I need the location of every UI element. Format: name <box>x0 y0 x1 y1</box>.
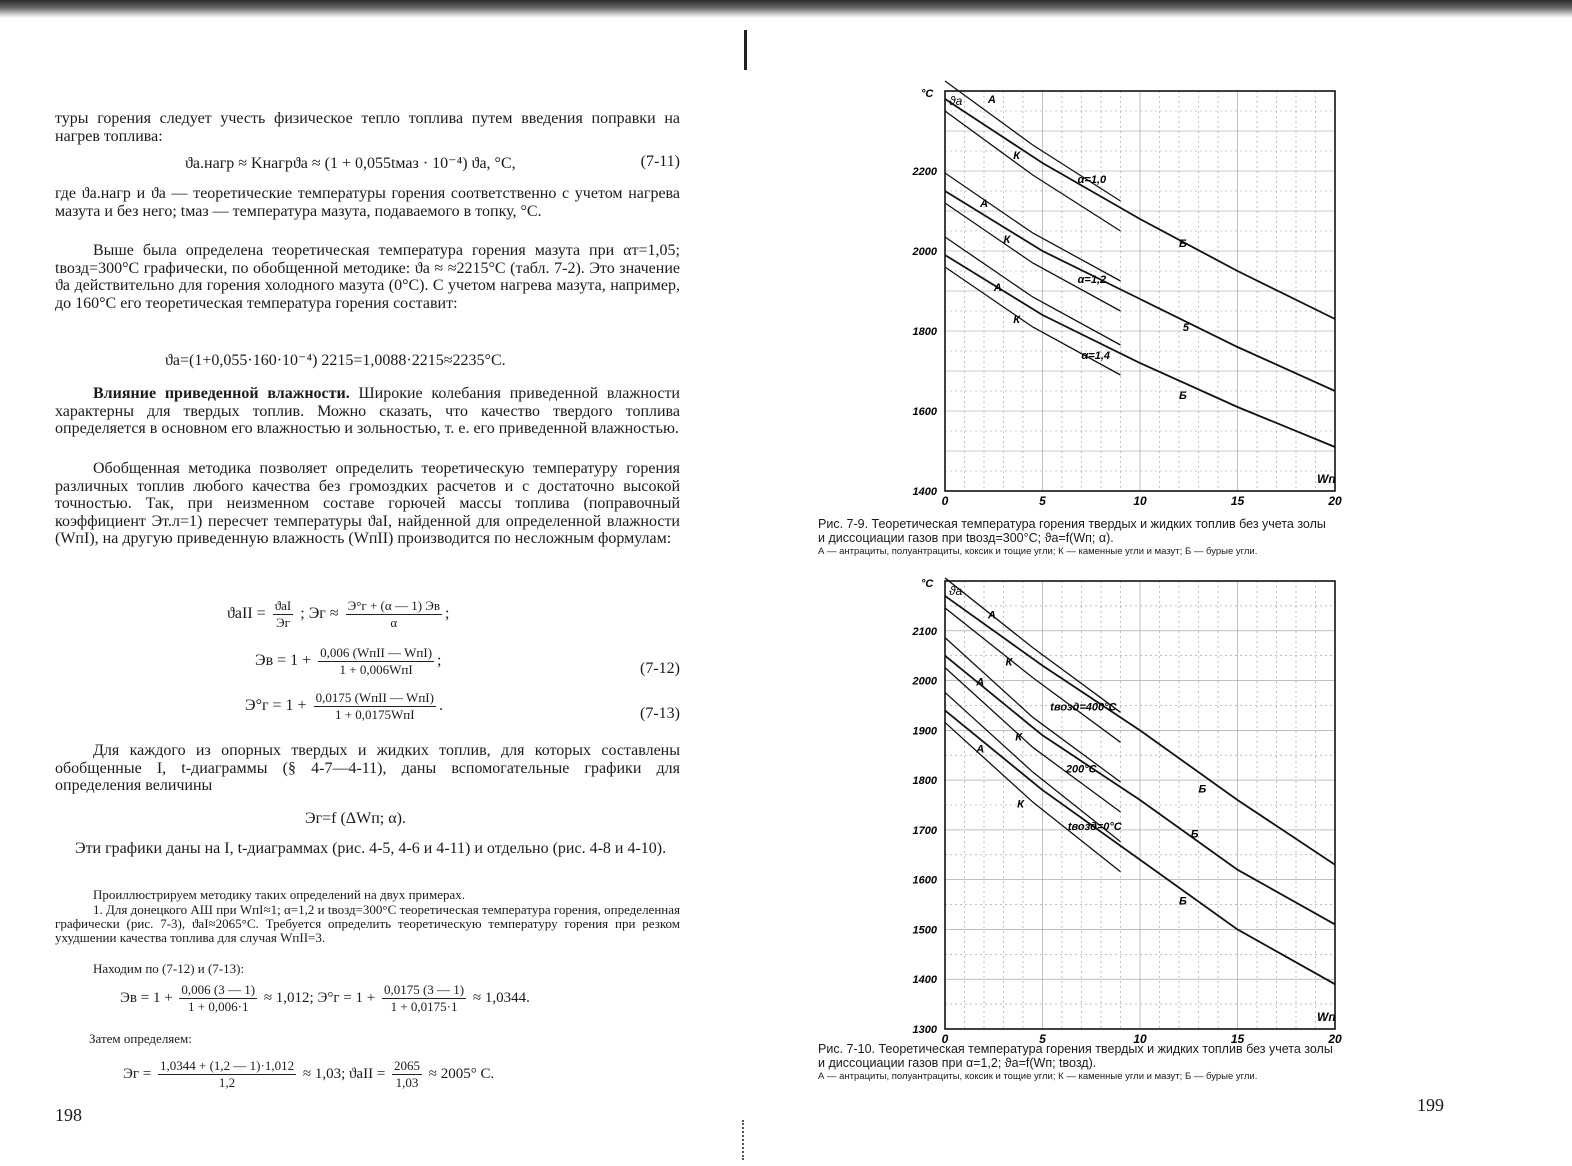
curve-label: А <box>993 282 1002 294</box>
ex2-a-num: 1,0344 + (1,2 — 1)·1,012 <box>160 1058 295 1073</box>
y-tick-label: 1400 <box>912 486 937 498</box>
x-tick-label: 15 <box>1230 494 1245 508</box>
figure-7-9-caption <box>818 517 1458 559</box>
curve-label: tвозд=0°C <box>1067 820 1122 833</box>
eq-d-left: Э°г = 1 + <box>245 697 307 715</box>
series-k-line-1 <box>945 203 1121 311</box>
y-tick-label: 1400 <box>912 974 937 987</box>
book-gutter-bottom <box>742 1120 746 1160</box>
curve-label: Б <box>1198 783 1207 796</box>
curve-label: α=1,0 <box>1077 174 1107 186</box>
fig9-caption-legend: А — антрациты, полуантрациты, коксик и тощие угли; К — каменные угли и мазут; Б — бурые угли. <box>818 546 1258 557</box>
example-equation-1 <box>120 982 530 1015</box>
example-equation-2 <box>123 1058 494 1091</box>
x-tick-label: 0 <box>941 494 949 508</box>
curve-label: К <box>1013 314 1021 326</box>
curve-label: α=1,2 <box>1077 274 1107 286</box>
small-paragraph-2: 1. Для донецкого АШ при WпI≈1; α=1,2 и tвозд=300°C теоретическая температура горения, определенная графически (рис. 7-3), ϑаI≈2065°C. Требуется определить теоретическую температуру горения при резком ухудшении качества топлива для случая WпII=3. <box>55 902 680 945</box>
curve-label: Б <box>1179 238 1187 250</box>
theta-label: ϑа <box>949 94 963 108</box>
y-tick-label: 1900 <box>912 725 937 738</box>
equation-7-12: Эв = 1 + $\frac{\text{0,006 (WпII — WпI)}}{\text{1 + 0,006WпI}}$ ; <box>255 645 442 677</box>
eq-d-den: 1 + 0,0175WпI <box>334 707 415 722</box>
curve-label: tвозд=400°C <box>1050 701 1117 714</box>
paragraph-6: Для каждого из опорных твердых и жидких топлив, для которых составлены обобщенные I, t-диаграммы (§ 4-7—4-11), даны вспомогательные графики для определения величины <box>55 742 680 795</box>
curve-label: Б <box>1179 895 1187 908</box>
eq-b-den: α <box>390 615 398 630</box>
y-tick-label: 2000 <box>912 246 937 258</box>
x-tick-label: 20 <box>1328 1032 1342 1046</box>
ex2-b-fraction <box>392 1058 422 1091</box>
eq-b-fraction <box>346 598 442 631</box>
page-number-right: 199 <box>1417 1095 1444 1115</box>
y-tick-label: 1800 <box>912 326 937 338</box>
equation-calc: ϑа=(1+0,055·160·10⁻⁴) 2215=1,0088·2215≈2235°C. <box>165 352 506 369</box>
ex2-a-den: 1,2 <box>218 1075 236 1090</box>
ex2-a-fraction <box>158 1058 296 1091</box>
curve-label: К <box>1017 798 1024 811</box>
y-tick-label: 2000 <box>912 675 937 688</box>
y-tick-label: 1600 <box>912 874 937 887</box>
small-paragraph-3: Находим по (7-12) и (7-13): <box>93 961 245 976</box>
x-tick-label: 10 <box>1133 494 1147 508</box>
small-paragraph-4: Затем определяем: <box>89 1031 192 1046</box>
ex2-b: ≈ 1,03; ϑаII = <box>302 1065 386 1082</box>
theta-label: ϑа <box>949 584 963 598</box>
curve-label: А <box>976 676 985 689</box>
series-k-line-2 <box>945 722 1121 871</box>
ex2-a: Эг = <box>123 1065 152 1082</box>
eq-b-left: ; Эг ≈ <box>300 605 339 623</box>
curve-label: А <box>980 198 989 210</box>
curve-label: α=1,4 <box>1081 350 1111 362</box>
page-number-left: 198 <box>55 1105 82 1125</box>
eq-c-fraction <box>318 645 434 678</box>
fig10-caption-legend: А — антрациты, полуантрациты, коксик и тощие угли; К — каменные угли и мазут; Б — бурые угли. <box>818 1071 1258 1082</box>
equation-7-12-number: (7-12) <box>640 660 680 677</box>
fig10-caption-line1: Рис. 7-10. Теоретическая температура горения твердых и жидких топлив без учета золы <box>818 1042 1333 1056</box>
paragraph-4-text: Широкие колебания приведенной влажности характерны для твердых топлив. Можно сказать, что качество твердого топлива определяется в основном его влажностью и зольностью, т. е. его приведенной влажностью. <box>55 385 680 438</box>
ex1-b: ≈ 1,012; Э°г = 1 + <box>263 989 376 1006</box>
curve-label: К <box>1013 150 1021 162</box>
fig9-caption-line2: и диссоциации газов при tвозд=300°C; ϑа=f(Wп; α). <box>818 531 1114 545</box>
equation-theta: ϑаII = $\frac{\text{ϑаI}}{Эг}$ ; Эг ≈ $\frac{Э^\circ г + (\alpha — 1) Эв}{\alpha}$ ; <box>227 598 450 630</box>
small-paragraph-1: Проиллюстрируем методику таких определений на двух примерах. <box>93 887 466 902</box>
y-tick-label: 1600 <box>912 406 937 418</box>
curve-label: Б <box>1190 828 1199 841</box>
y-tick-label: 1800 <box>912 775 937 788</box>
equation-7-11: ϑа.нагр ≈ Kнагрϑа ≈ (1 + 0,055tмаз · 10⁻⁴) ϑа, °C, <box>185 155 516 172</box>
eq-c-num: 0,006 (WпII — WпI) <box>320 645 433 660</box>
y-unit-label: °C <box>921 578 934 590</box>
ex1-a-fraction <box>179 982 257 1015</box>
series-k-line-0 <box>945 608 1121 742</box>
fig9-caption-line1: Рис. 7-9. Теоретическая температура горения твердых и жидких топлив без учета золы <box>818 517 1326 531</box>
y-tick-label: 1700 <box>912 824 937 837</box>
y-tick-label: 2100 <box>912 625 937 638</box>
series-k-line-1 <box>945 668 1121 812</box>
curve-label: А <box>976 743 985 756</box>
y-tick-label: 1500 <box>912 924 937 937</box>
figure-7-10-caption <box>818 1042 1458 1084</box>
eq-c-left: Эв = 1 + <box>255 652 312 670</box>
eq-a-num: ϑаI <box>274 598 292 613</box>
eq-c-den: 1 + 0,006WпI <box>339 662 413 677</box>
ex2-c: ≈ 2005° C. <box>428 1065 495 1082</box>
series-a-line-1 <box>945 173 1121 281</box>
x-axis-label: Wп <box>1317 472 1336 486</box>
paragraph-3: Выше была определена теоретическая температура горения мазута при αт=1,05; tвозд=300°C графически, по обобщенной методике: ϑа ≈ ≈2215°C (табл. 7-2). Это значение ϑа действительно для горения холодного мазута (0°C). С учетом нагрева мазута, например, до 160°C его теоретическая температура горения составит: <box>55 242 680 312</box>
curve-label: А <box>987 94 996 106</box>
eq-a-fraction <box>273 598 294 631</box>
ex1-a-num: 0,006 (3 — 1) <box>181 982 256 997</box>
ex1-b-den: 1 + 0,0175·1 <box>390 999 458 1014</box>
paragraph-4 <box>55 385 680 438</box>
y-tick-label: 1300 <box>912 1024 937 1036</box>
equation-e: Эг=f (ΔWп; α). <box>305 810 406 827</box>
x-tick-label: 0 <box>941 1032 949 1046</box>
figure-7-9 <box>905 85 1465 508</box>
equation-7-13: Э°г = 1 + $\frac{\text{0,0175 (WпII — WпI)}}{\text{1 + 0,0175WпI}}$ . <box>245 690 443 722</box>
x-tick-label: 5 <box>1039 494 1046 508</box>
curve-label: К <box>1005 656 1013 669</box>
equation-7-11-number: (7-11) <box>640 153 680 170</box>
curve-label: К <box>1003 234 1011 246</box>
eq-a-left: ϑаII = <box>227 605 266 623</box>
figure-7-10 <box>905 575 1465 1046</box>
curve-label: 5 <box>1182 322 1190 334</box>
x-tick-label: 20 <box>1328 494 1342 508</box>
ex1-c: ≈ 1,0344. <box>472 989 530 1006</box>
ex1-a: Эв = 1 + <box>120 989 173 1006</box>
y-unit-label: °C <box>921 88 934 100</box>
book-gutter <box>744 30 747 70</box>
eq-d-num: 0,0175 (WпII — WпI) <box>315 690 434 705</box>
curve-label: К <box>1015 731 1022 744</box>
equation-7-13-number: (7-13) <box>640 705 680 722</box>
eq-a-den: Эг <box>276 615 290 630</box>
curve-label: Б <box>1179 390 1187 402</box>
ex2-b-den: 1,03 <box>395 1075 419 1090</box>
paragraph-2: где ϑа.нагр и ϑа — теоретические температуры горения соответственно с учетом нагрева мазута и без него; tмаз — температура мазута, подаваемого в топку, °C. <box>55 185 680 220</box>
paragraph-5: Обобщенная методика позволяет определить теоретическую температуру горения различных топлив любого качества без громоздких расчетов и с достаточно высокой точностью. Так, при неизменном составе горючей массы топлива (поправочный коэффициент Эт.л=1) пересчет температуры ϑаI, найденной для определенной влажности (WпI), на другую приведенную влажность (WпII) производится по несложным формулам: <box>55 460 680 548</box>
paragraph-1: туры горения следует учесть физическое тепло топлива путем введения поправки на нагрев топлива: <box>55 110 680 145</box>
ex1-b-fraction <box>382 982 466 1015</box>
scan-edge <box>0 0 1572 18</box>
section-heading: Влияние приведенной влажности. <box>93 385 350 402</box>
fig10-caption-line2: и диссоциации газов при α=1,2; ϑа=f(Wп; tвозд). <box>818 1056 1097 1070</box>
x-tick-label: 5 <box>1039 1032 1046 1046</box>
eq-d-fraction <box>314 690 436 723</box>
ex1-b-num: 0,0175 (3 — 1) <box>383 982 465 997</box>
y-tick-label: 2200 <box>912 166 937 178</box>
ex2-b-num: 2065 <box>394 1058 421 1073</box>
paragraph-7: Эти графики даны на I, t-диаграммах (рис. 4-5, 4-6 и 4-11) и отдельно (рис. 4-8 и 4-10). <box>75 840 667 857</box>
curve-label: 200°C <box>1065 763 1097 776</box>
eq-b-num: Э°г + (α — 1) Эв <box>347 598 440 613</box>
curve-label: А <box>987 609 996 622</box>
x-tick-label: 15 <box>1230 1032 1245 1046</box>
x-axis-label: Wп <box>1317 1010 1336 1024</box>
x-tick-label: 10 <box>1133 1032 1147 1046</box>
ex1-a-den: 1 + 0,006·1 <box>188 999 249 1014</box>
